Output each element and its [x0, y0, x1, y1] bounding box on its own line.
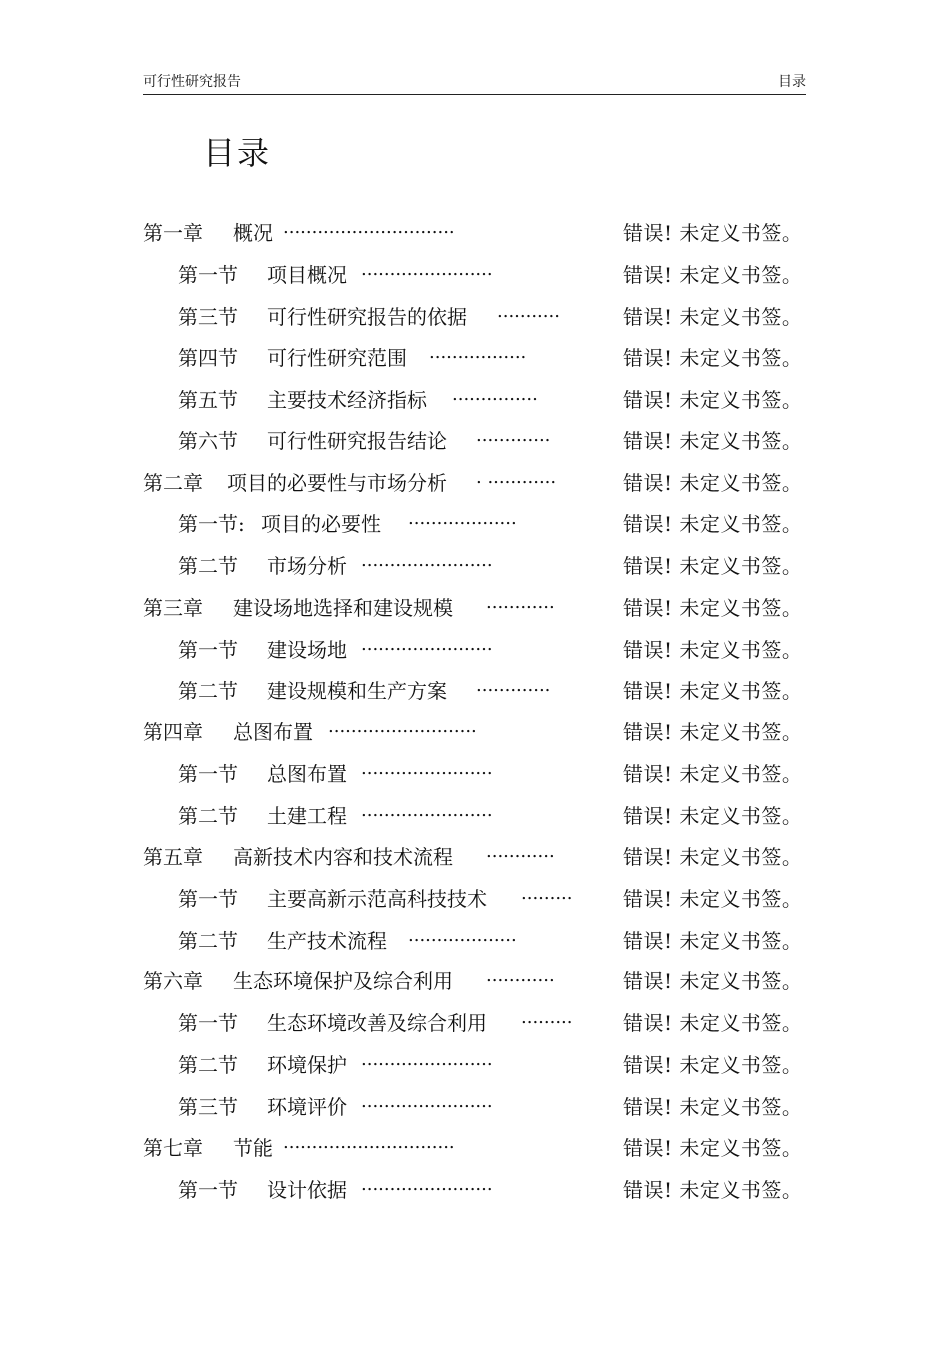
toc-entry[interactable] — [0, 301, 950, 331]
toc-entry-number: 第一节 — [178, 1011, 238, 1035]
toc-leader-dots: ....................... — [361, 800, 493, 821]
toc-leader-dots: ....................... — [361, 1091, 493, 1112]
toc-entry-number: 第二节 — [178, 1053, 238, 1077]
toc-leader-dots: ................... — [408, 508, 517, 529]
toc-entry-number: 第三章 — [143, 596, 203, 620]
toc-entry-number: 第一节: — [178, 512, 245, 536]
toc-entry-number: 第一节 — [178, 887, 238, 911]
toc-entry-number: 第三节 — [178, 1095, 238, 1119]
toc-leader-dots: ....................... — [361, 550, 493, 571]
toc-entry-page: 错误! 未定义书签。 — [623, 929, 803, 953]
toc-entry-number: 第二节 — [178, 929, 238, 953]
toc-entry-number: 第三节 — [178, 305, 238, 329]
toc-entry-page: 错误! 未定义书签。 — [623, 1011, 803, 1035]
toc-leader-dots: ........... — [497, 301, 560, 322]
toc-entry-number: 第一节 — [178, 762, 238, 786]
toc-entry-page: 错误! 未定义书签。 — [623, 1053, 803, 1077]
toc-entry-number: 第五章 — [143, 845, 203, 869]
toc-entry[interactable] — [0, 965, 950, 995]
toc-entry[interactable] — [0, 758, 950, 788]
toc-leader-dots: . ............ — [476, 467, 557, 488]
toc-entry-page: 错误! 未定义书签。 — [623, 596, 803, 620]
toc-entry[interactable] — [0, 716, 950, 746]
toc-entry[interactable] — [0, 841, 950, 871]
toc-entry[interactable] — [0, 467, 950, 497]
toc-entry-page: 错误! 未定义书签。 — [623, 1095, 803, 1119]
toc-entry-title: 建设场地 — [267, 638, 347, 662]
toc-entry-number: 第一节 — [178, 1178, 238, 1202]
toc-entry-number: 第一章 — [143, 221, 203, 245]
toc-leader-dots: ............. — [476, 425, 551, 446]
toc-entry-page: 错误! 未定义书签。 — [623, 1178, 803, 1202]
toc-entry-title: 土建工程 — [267, 804, 347, 828]
toc-entry-number: 第六节 — [178, 429, 238, 453]
toc-leader-dots: ................. — [429, 342, 527, 363]
toc-entry[interactable] — [0, 342, 950, 372]
toc-leader-dots: .......................... — [328, 716, 477, 737]
toc-entry[interactable] — [0, 1049, 950, 1079]
toc-entry-number: 第一节 — [178, 638, 238, 662]
toc-entry-title: 主要技术经济指标 — [267, 388, 427, 412]
toc-entry-title: 环境保护 — [267, 1053, 347, 1077]
toc-leader-dots: ............ — [486, 841, 555, 862]
toc-leader-dots: ......... — [521, 1007, 573, 1028]
toc-entry-number: 第二章 — [143, 471, 203, 495]
toc-entry[interactable] — [0, 925, 950, 955]
toc-entry-page: 错误! 未定义书签。 — [623, 804, 803, 828]
toc-entry[interactable] — [0, 592, 950, 622]
toc-entry-page: 错误! 未定义书签。 — [623, 969, 803, 993]
toc-leader-dots: ............... — [452, 384, 538, 405]
toc-leader-dots: .............................. — [283, 217, 455, 238]
toc-entry[interactable] — [0, 883, 950, 913]
toc-entry-page: 错误! 未定义书签。 — [623, 887, 803, 911]
toc-entry-title: 生态环境改善及综合利用 — [267, 1011, 487, 1035]
toc-entry-title: 建设规模和生产方案 — [267, 679, 447, 703]
toc-leader-dots: ....................... — [361, 758, 493, 779]
toc-entry-title: 总图布置 — [233, 720, 313, 744]
toc-leader-dots: ....................... — [361, 259, 493, 280]
toc-entry-page: 错误! 未定义书签。 — [623, 221, 803, 245]
toc-entry-number: 第四章 — [143, 720, 203, 744]
toc-leader-dots: ................... — [408, 925, 517, 946]
toc-entry-number: 第六章 — [143, 969, 203, 993]
toc-title: 目录 — [203, 134, 272, 172]
toc-leader-dots: ............. — [476, 675, 551, 696]
toc-entry[interactable] — [0, 1174, 950, 1204]
toc-entry[interactable] — [0, 634, 950, 664]
toc-entry-title: 概况 — [233, 221, 273, 245]
toc-entry-title: 生态环境保护及综合利用 — [233, 969, 453, 993]
toc-leader-dots: ......... — [521, 883, 573, 904]
toc-entry[interactable] — [0, 384, 950, 414]
toc-entry-page: 错误! 未定义书签。 — [623, 720, 803, 744]
toc-entry-page: 错误! 未定义书签。 — [623, 346, 803, 370]
toc-entry-title: 市场分析 — [267, 554, 347, 578]
toc-entry[interactable] — [0, 425, 950, 455]
toc-leader-dots: ....................... — [361, 1174, 493, 1195]
toc-leader-dots: ............ — [486, 592, 555, 613]
toc-entry-page: 错误! 未定义书签。 — [623, 263, 803, 287]
toc-entry[interactable] — [0, 1132, 950, 1162]
page-header — [143, 70, 806, 95]
toc-entry-title: 生产技术流程 — [267, 929, 387, 953]
toc-entry[interactable] — [0, 259, 950, 289]
toc-entry-page: 错误! 未定义书签。 — [623, 305, 803, 329]
toc-entry-title: 主要高新示范高科技技术 — [267, 887, 487, 911]
toc-entry-title: 可行性研究报告的依据 — [267, 305, 467, 329]
toc-entry-title: 高新技术内容和技术流程 — [233, 845, 453, 869]
toc-entry-title: 项目的必要性 — [261, 512, 381, 536]
header-section-title: 目录 — [778, 74, 806, 90]
toc-entry-title: 项目概况 — [267, 263, 347, 287]
toc-entry-page: 错误! 未定义书签。 — [623, 638, 803, 662]
toc-entry-title: 建设场地选择和建设规模 — [233, 596, 453, 620]
toc-entry-title: 总图布置 — [267, 762, 347, 786]
header-document-title: 可行性研究报告 — [143, 74, 241, 90]
toc-entry-page: 错误! 未定义书签。 — [623, 1136, 803, 1160]
toc-entry-number: 第一节 — [178, 263, 238, 287]
toc-entry-page: 错误! 未定义书签。 — [623, 429, 803, 453]
toc-entry[interactable] — [0, 675, 950, 705]
toc-entry-number: 第二节 — [178, 804, 238, 828]
toc-entry[interactable] — [0, 550, 950, 580]
toc-entry-number: 第七章 — [143, 1136, 203, 1160]
toc-entry-number: 第二节 — [178, 679, 238, 703]
toc-entry-title: 环境评价 — [267, 1095, 347, 1119]
toc-entry[interactable] — [0, 1007, 950, 1037]
toc-entry[interactable] — [0, 1091, 950, 1121]
toc-entry-title: 设计依据 — [267, 1178, 347, 1202]
toc-entry-number: 第二节 — [178, 554, 238, 578]
toc-entry-page: 错误! 未定义书签。 — [623, 388, 803, 412]
toc-leader-dots: .............................. — [283, 1132, 455, 1153]
toc-entry-page: 错误! 未定义书签。 — [623, 512, 803, 536]
toc-entry-page: 错误! 未定义书签。 — [623, 554, 803, 578]
toc-entry-number: 第五节 — [178, 388, 238, 412]
toc-entry-title: 节能 — [233, 1136, 273, 1160]
toc-entry-page: 错误! 未定义书签。 — [623, 471, 803, 495]
toc-entry-title: 项目的必要性与市场分析 — [227, 471, 447, 495]
toc-entry[interactable] — [0, 800, 950, 830]
toc-entry-title: 可行性研究报告结论 — [267, 429, 447, 453]
toc-entry-page: 错误! 未定义书签。 — [623, 845, 803, 869]
toc-leader-dots: ............ — [486, 965, 555, 986]
toc-entry[interactable] — [0, 217, 950, 247]
toc-leader-dots: ....................... — [361, 1049, 493, 1070]
toc-entry-page: 错误! 未定义书签。 — [623, 679, 803, 703]
toc-entry-number: 第四节 — [178, 346, 238, 370]
toc-entry[interactable] — [0, 508, 950, 538]
toc-leader-dots: ....................... — [361, 634, 493, 655]
toc-entry-title: 可行性研究范围 — [267, 346, 407, 370]
toc-entry-page: 错误! 未定义书签。 — [623, 762, 803, 786]
